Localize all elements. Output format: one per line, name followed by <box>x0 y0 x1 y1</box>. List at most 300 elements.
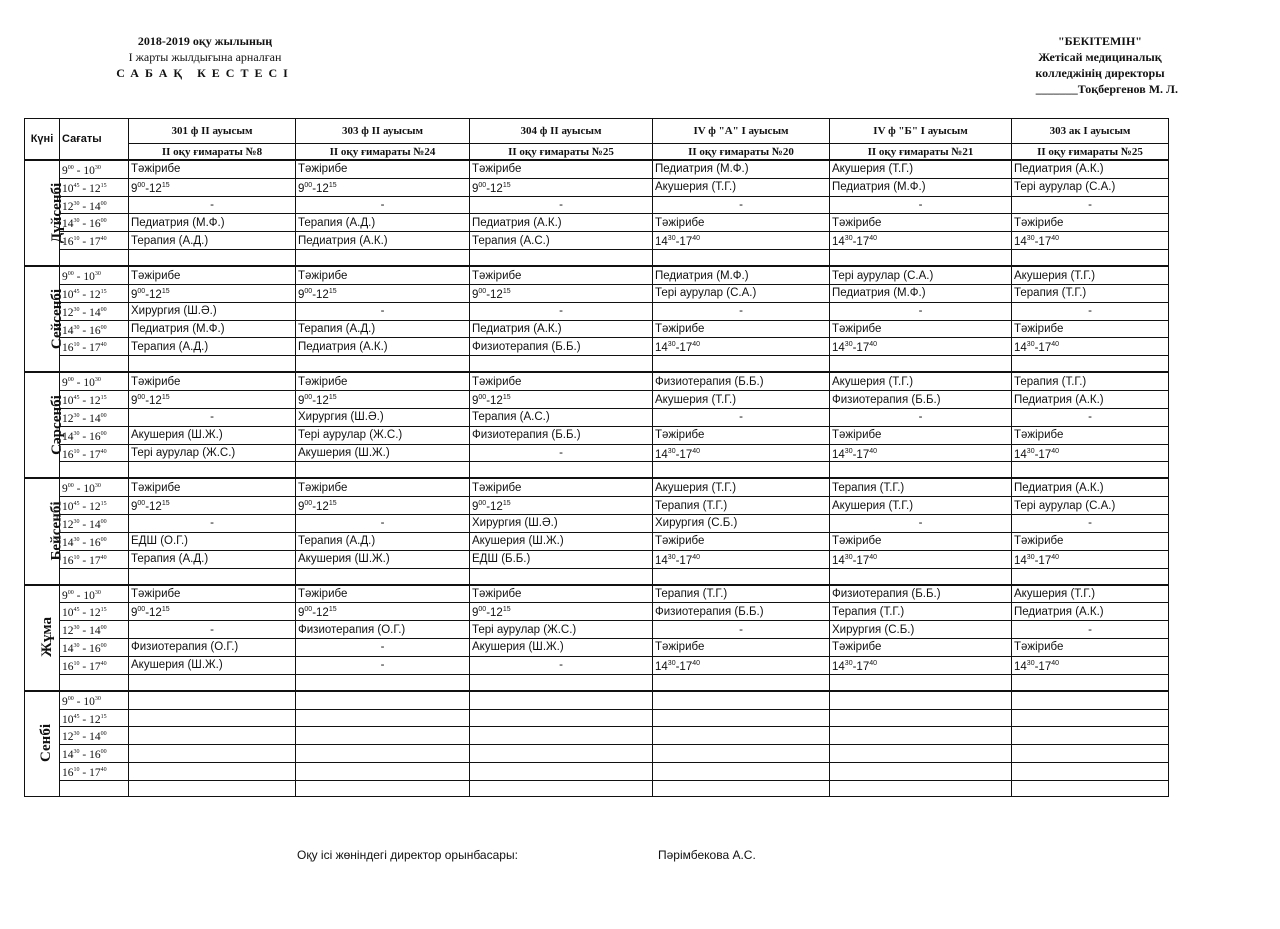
class-cell: Тері аурулар (С.А.) <box>1012 497 1169 515</box>
class-cell <box>296 674 470 691</box>
day-label-cell <box>25 266 66 372</box>
class-cell: - <box>296 302 470 320</box>
class-cell: $14^{30}-17^{40}$ <box>1012 232 1169 250</box>
class-cell <box>653 250 830 267</box>
day-name: Сейсенбі <box>49 288 66 349</box>
class-cell: Тәжірибе <box>296 266 470 284</box>
class-cell <box>830 745 1012 763</box>
class-cell: Тәжірибе <box>1012 532 1169 550</box>
time-slot: $12^{30} - 14^{00}$ <box>60 196 129 214</box>
class-cell: $9^{00}-12^{15}$ <box>129 603 296 621</box>
class-cell: Педиатрия (А.К.) <box>470 214 653 232</box>
time-slot: $10^{45} - 12^{15}$ <box>60 709 129 727</box>
semester-subtitle: І жарты жылдығына арналған <box>128 50 282 64</box>
schedule-table <box>24 118 1169 797</box>
table-row <box>25 338 1169 356</box>
class-cell <box>470 745 653 763</box>
class-cell: Терапия (Т.Г.) <box>1012 372 1169 390</box>
class-cell <box>129 727 296 745</box>
table-row <box>25 497 1169 515</box>
class-cell <box>296 745 470 763</box>
table-row <box>25 462 1169 479</box>
class-cell: Тері аурулар (С.А.) <box>653 284 830 302</box>
class-cell <box>1012 763 1169 781</box>
class-cell <box>129 709 296 727</box>
class-cell: Тәжірибе <box>653 639 830 657</box>
class-cell <box>129 780 296 796</box>
time-slot <box>60 780 129 796</box>
class-cell: - <box>653 196 830 214</box>
time-slot: $9^{00} - 10^{30}$ <box>60 585 129 603</box>
class-cell: Акушерия (Ш.Ж.) <box>296 444 470 462</box>
time-slot: $9^{00} - 10^{30}$ <box>60 266 129 284</box>
class-cell: Физиотерапия (Б.Б.) <box>653 372 830 390</box>
class-cell <box>653 356 830 373</box>
class-cell <box>129 763 296 781</box>
class-cell: $14^{30}-17^{40}$ <box>653 444 830 462</box>
time-slot: $9^{00} - 10^{30}$ <box>60 372 129 390</box>
time-slot: $10^{45} - 12^{15}$ <box>60 391 129 409</box>
class-cell <box>296 691 470 709</box>
group-header: ІV ф "А" І ауысым <box>653 119 830 144</box>
class-cell: - <box>129 408 296 426</box>
table-row <box>25 444 1169 462</box>
class-cell: Педиатрия (А.К.) <box>1012 603 1169 621</box>
day-label-cell <box>25 478 65 584</box>
class-cell: Педиатрия (М.Ф.) <box>830 178 1012 196</box>
class-cell: Педиатрия (М.Ф.) <box>653 266 830 284</box>
class-cell: Хирургия (С.Б.) <box>653 515 830 533</box>
class-cell: Терапия (А.С.) <box>470 232 653 250</box>
class-cell: Тәжірибе <box>129 266 296 284</box>
class-cell: Физиотерапия (Б.Б.) <box>470 426 653 444</box>
class-cell: - <box>1012 515 1169 533</box>
class-cell: Акушерия (Т.Г.) <box>830 372 1012 390</box>
class-cell: ЕДШ (О.Г.) <box>129 532 296 550</box>
class-cell <box>653 709 830 727</box>
class-cell: Акушерия (Т.Г.) <box>653 391 830 409</box>
class-cell: Акушерия (Т.Г.) <box>1012 585 1169 603</box>
time-slot: $12^{30} - 14^{00}$ <box>60 302 129 320</box>
class-cell: Физиотерапия (Б.Б.) <box>470 338 653 356</box>
table-row <box>25 585 1169 603</box>
class-cell <box>129 462 296 479</box>
class-cell <box>296 356 470 373</box>
table-row <box>25 250 1169 267</box>
time-slot: $9^{00} - 10^{30}$ <box>60 691 129 709</box>
class-cell <box>653 691 830 709</box>
class-cell: Акушерия (Ш.Ж.) <box>129 426 296 444</box>
class-cell: - <box>129 515 296 533</box>
class-cell <box>129 674 296 691</box>
class-cell <box>470 691 653 709</box>
time-slot: $10^{45} - 12^{15}$ <box>60 603 129 621</box>
time-slot: $10^{45} - 12^{15}$ <box>60 178 129 196</box>
table-row <box>25 568 1169 585</box>
class-cell <box>653 462 830 479</box>
class-cell <box>470 462 653 479</box>
class-cell: $9^{00}-12^{15}$ <box>470 178 653 196</box>
time-slot <box>60 462 129 479</box>
class-cell <box>470 674 653 691</box>
class-cell <box>830 691 1012 709</box>
class-cell: $9^{00}-12^{15}$ <box>470 284 653 302</box>
class-cell <box>470 568 653 585</box>
college-name-line1: Жетісай медициналық <box>1038 50 1162 64</box>
table-row <box>25 621 1169 639</box>
table-row <box>25 214 1169 232</box>
table-row <box>25 727 1169 745</box>
class-cell: Тәжірибе <box>470 372 653 390</box>
table-row <box>25 532 1169 550</box>
class-cell: $9^{00}-12^{15}$ <box>470 603 653 621</box>
class-cell <box>296 709 470 727</box>
deputy-director-name: Пәрімбекова А.С. <box>658 848 756 862</box>
class-cell: Акушерия (Ш.Ж.) <box>129 656 296 674</box>
day-name: Сенбі <box>37 724 54 763</box>
building-header: ІІ оқу ғимараты №21 <box>830 144 1012 161</box>
class-cell: - <box>470 196 653 214</box>
table-row <box>25 763 1169 781</box>
class-cell: $9^{00}-12^{15}$ <box>296 284 470 302</box>
class-cell: Терапия (Т.Г.) <box>830 603 1012 621</box>
class-cell <box>653 745 830 763</box>
time-slot: $14^{30} - 16^{00}$ <box>60 532 129 550</box>
time-slot: $14^{30} - 16^{00}$ <box>60 745 129 763</box>
class-cell: - <box>653 621 830 639</box>
class-cell: Физиотерапия (Б.Б.) <box>653 603 830 621</box>
time-slot: $10^{45} - 12^{15}$ <box>60 284 129 302</box>
time-slot: $16^{10} - 17^{40}$ <box>60 444 129 462</box>
class-cell <box>129 691 296 709</box>
class-cell: Педиатрия (М.Ф.) <box>129 214 296 232</box>
class-cell <box>653 763 830 781</box>
group-header: 304 ф ІІ ауысым <box>470 119 653 144</box>
table-row <box>25 160 1169 178</box>
building-header: ІІ оқу ғимараты №24 <box>296 144 470 161</box>
class-cell: Тәжірибе <box>129 478 296 496</box>
class-cell: $9^{00}-12^{15}$ <box>129 284 296 302</box>
class-cell <box>830 568 1012 585</box>
class-cell <box>830 709 1012 727</box>
class-cell: $9^{00}-12^{15}$ <box>296 178 470 196</box>
class-cell: Хирургия (Ш.Ә.) <box>296 408 470 426</box>
table-row <box>25 515 1169 533</box>
time-slot <box>60 250 129 267</box>
table-row <box>25 232 1169 250</box>
approval-header-right <box>1000 33 1200 97</box>
class-cell <box>470 709 653 727</box>
class-cell: Терапия (А.Д.) <box>296 320 470 338</box>
schedule-title: САБАҚ КЕСТЕСІ <box>116 66 294 80</box>
class-cell <box>830 674 1012 691</box>
class-cell: Хирургия (Ш.Ә.) <box>129 302 296 320</box>
class-cell: Физиотерапия (Б.Б.) <box>830 391 1012 409</box>
class-cell <box>1012 727 1169 745</box>
class-cell: Педиатрия (А.К.) <box>296 232 470 250</box>
class-cell: $14^{30}-17^{40}$ <box>1012 656 1169 674</box>
day-label-cell <box>25 160 66 266</box>
time-slot: $16^{10} - 17^{40}$ <box>60 338 129 356</box>
class-cell: Тәжірибе <box>296 585 470 603</box>
class-cell <box>1012 462 1169 479</box>
class-cell: Тәжірибе <box>653 532 830 550</box>
time-slot: $16^{10} - 17^{40}$ <box>60 232 129 250</box>
time-slot: $14^{30} - 16^{00}$ <box>60 320 129 338</box>
time-slot: $12^{30} - 14^{00}$ <box>60 515 129 533</box>
class-cell: Тәжірибе <box>1012 320 1169 338</box>
class-cell: Тәжірибе <box>296 478 470 496</box>
time-slot: $14^{30} - 16^{00}$ <box>60 426 129 444</box>
class-cell <box>830 250 1012 267</box>
table-row <box>25 356 1169 373</box>
table-row <box>25 639 1169 657</box>
building-header: ІІ оқу ғимараты №25 <box>470 144 653 161</box>
class-cell <box>129 568 296 585</box>
class-cell <box>470 763 653 781</box>
class-cell: - <box>653 302 830 320</box>
class-cell: $14^{30}-17^{40}$ <box>653 550 830 568</box>
class-cell: $9^{00}-12^{15}$ <box>296 497 470 515</box>
class-cell: Педиатрия (А.К.) <box>1012 391 1169 409</box>
table-row <box>25 656 1169 674</box>
table-row <box>25 302 1169 320</box>
table-row <box>25 426 1169 444</box>
building-header: ІІ оқу ғимараты №8 <box>129 144 296 161</box>
class-cell: Терапия (А.Д.) <box>296 214 470 232</box>
table-row <box>25 266 1169 284</box>
class-cell: Педиатрия (А.К.) <box>1012 160 1169 178</box>
class-cell: Терапия (А.Д.) <box>129 338 296 356</box>
class-cell: Акушерия (Ш.Ж.) <box>296 550 470 568</box>
class-cell: Терапия (А.Д.) <box>129 550 296 568</box>
day-label-cell <box>25 585 60 691</box>
day-name: Дүйсенбі <box>49 182 66 243</box>
class-cell: - <box>470 656 653 674</box>
class-cell <box>296 568 470 585</box>
class-cell: $14^{30}-17^{40}$ <box>1012 444 1169 462</box>
class-cell <box>830 462 1012 479</box>
class-cell: Педиатрия (А.К.) <box>1012 478 1169 496</box>
class-cell: - <box>470 444 653 462</box>
director-signature-line: _______Тоқбергенов М. Л. <box>1035 82 1178 96</box>
class-cell <box>470 727 653 745</box>
academic-year-title: 2018-2019 оқу жылының <box>137 34 273 48</box>
class-cell: Тәжірибе <box>470 266 653 284</box>
class-cell: $9^{00}-12^{15}$ <box>129 178 296 196</box>
class-cell: - <box>296 196 470 214</box>
class-cell <box>1012 780 1169 796</box>
class-cell <box>296 780 470 796</box>
class-cell: Акушерия (Т.Г.) <box>830 160 1012 178</box>
table-row <box>25 691 1169 709</box>
header-row-buildings <box>25 144 1169 161</box>
class-cell: Тәжірибе <box>830 639 1012 657</box>
column-header-time: Сағаты <box>60 119 129 161</box>
class-cell <box>653 674 830 691</box>
class-cell: Физиотерапия (О.Г.) <box>296 621 470 639</box>
class-cell: Тәжірибе <box>470 478 653 496</box>
class-cell: ЕДШ (Б.Б.) <box>470 550 653 568</box>
table-row <box>25 780 1169 796</box>
class-cell: Тәжірибе <box>653 214 830 232</box>
time-slot: $14^{30} - 16^{00}$ <box>60 639 129 657</box>
building-header: ІІ оқу ғимараты №25 <box>1012 144 1169 161</box>
class-cell: Тәжірибе <box>830 320 1012 338</box>
class-cell: Хирургия (Ш.Ә.) <box>470 515 653 533</box>
class-cell: $14^{30}-17^{40}$ <box>830 656 1012 674</box>
class-cell: $14^{30}-17^{40}$ <box>830 550 1012 568</box>
class-cell: $14^{30}-17^{40}$ <box>1012 550 1169 568</box>
class-cell: Тәжірибе <box>1012 214 1169 232</box>
class-cell: $14^{30}-17^{40}$ <box>653 656 830 674</box>
class-cell: Тері аурулар (Ж.С.) <box>470 621 653 639</box>
column-header-day: Күні <box>25 119 60 161</box>
class-cell: $14^{30}-17^{40}$ <box>653 338 830 356</box>
table-row <box>25 674 1169 691</box>
class-cell: Тәжірибе <box>830 426 1012 444</box>
time-slot: $14^{30} - 16^{00}$ <box>60 214 129 232</box>
time-slot: $16^{10} - 17^{40}$ <box>60 550 129 568</box>
class-cell <box>296 462 470 479</box>
class-cell <box>129 250 296 267</box>
class-cell: $9^{00}-12^{15}$ <box>470 497 653 515</box>
class-cell <box>296 763 470 781</box>
table-row <box>25 408 1169 426</box>
class-cell <box>470 356 653 373</box>
class-cell <box>129 745 296 763</box>
class-cell: Терапия (А.Д.) <box>129 232 296 250</box>
approval-header-left <box>100 33 310 81</box>
class-cell <box>653 727 830 745</box>
class-cell: Акушерия (Т.Г.) <box>653 178 830 196</box>
day-name: Сәрсенбі <box>48 395 65 455</box>
class-cell: - <box>296 639 470 657</box>
class-cell: Педиатрия (М.Ф.) <box>830 284 1012 302</box>
time-slot <box>60 568 129 585</box>
class-cell <box>830 356 1012 373</box>
class-cell: Тәжірибе <box>470 585 653 603</box>
class-cell: Тәжірибе <box>653 320 830 338</box>
class-cell: Хирургия (С.Б.) <box>830 621 1012 639</box>
class-cell: Тәжірибе <box>296 372 470 390</box>
class-cell <box>1012 568 1169 585</box>
class-cell: - <box>1012 302 1169 320</box>
class-cell: $9^{00}-12^{15}$ <box>129 391 296 409</box>
table-row <box>25 178 1169 196</box>
class-cell: Тері аурулар (С.А.) <box>830 266 1012 284</box>
class-cell: Тәжірибе <box>129 372 296 390</box>
group-header: 303 ф ІІ ауысым <box>296 119 470 144</box>
class-cell: Тәжірибе <box>1012 639 1169 657</box>
time-slot: $9^{00} - 10^{30}$ <box>60 478 129 496</box>
class-cell: Акушерия (Ш.Ж.) <box>470 639 653 657</box>
class-cell: $14^{30}-17^{40}$ <box>653 232 830 250</box>
group-header: ІV ф "Б" І ауысым <box>830 119 1012 144</box>
class-cell: Терапия (А.Д.) <box>296 532 470 550</box>
class-cell: Терапия (Т.Г.) <box>653 585 830 603</box>
class-cell <box>470 250 653 267</box>
table-row <box>25 478 1169 496</box>
table-row <box>25 745 1169 763</box>
table-row <box>25 603 1169 621</box>
class-cell <box>129 356 296 373</box>
class-cell: Акушерия (Т.Г.) <box>1012 266 1169 284</box>
class-cell: $9^{00}-12^{15}$ <box>296 603 470 621</box>
header-row-groups <box>25 119 1169 144</box>
group-header: 303 ак І ауысым <box>1012 119 1169 144</box>
class-cell: Акушерия (Т.Г.) <box>653 478 830 496</box>
class-cell: Терапия (Т.Г.) <box>830 478 1012 496</box>
class-cell: $14^{30}-17^{40}$ <box>1012 338 1169 356</box>
deputy-director-label: Оқу ісі жөніндегі директор орынбасары: <box>297 848 518 862</box>
class-cell: - <box>129 196 296 214</box>
table-row <box>25 372 1169 390</box>
class-cell: Тәжірибе <box>129 160 296 178</box>
class-cell: - <box>830 408 1012 426</box>
group-header: 301 ф ІІ ауысым <box>129 119 296 144</box>
class-cell: Физиотерапия (Б.Б.) <box>830 585 1012 603</box>
approval-stamp-title: "БЕКІТЕМІН" <box>1058 34 1142 48</box>
class-cell: Акушерия (Т.Г.) <box>830 497 1012 515</box>
class-cell <box>830 780 1012 796</box>
class-cell <box>1012 250 1169 267</box>
class-cell: $14^{30}-17^{40}$ <box>830 444 1012 462</box>
time-slot: $16^{10} - 17^{40}$ <box>60 656 129 674</box>
class-cell: $9^{00}-12^{15}$ <box>129 497 296 515</box>
class-cell: Педиатрия (А.К.) <box>470 320 653 338</box>
table-row <box>25 284 1169 302</box>
class-cell: Тәжірибе <box>470 160 653 178</box>
class-cell: $14^{30}-17^{40}$ <box>830 338 1012 356</box>
time-slot: $12^{30} - 14^{00}$ <box>60 727 129 745</box>
class-cell: Педиатрия (А.К.) <box>296 338 470 356</box>
class-cell <box>1012 691 1169 709</box>
class-cell <box>653 780 830 796</box>
time-slot: $12^{30} - 14^{00}$ <box>60 621 129 639</box>
class-cell: Тері аурулар (Ж.С.) <box>296 426 470 444</box>
class-cell: - <box>1012 408 1169 426</box>
class-cell: Тәжірибе <box>1012 426 1169 444</box>
class-cell: Тері аурулар (Ж.С.) <box>129 444 296 462</box>
class-cell <box>1012 356 1169 373</box>
class-cell <box>653 568 830 585</box>
class-cell: $9^{00}-12^{15}$ <box>296 391 470 409</box>
class-cell: $14^{30}-17^{40}$ <box>830 232 1012 250</box>
class-cell: - <box>1012 196 1169 214</box>
class-cell <box>830 763 1012 781</box>
time-slot: $16^{10} - 17^{40}$ <box>60 763 129 781</box>
class-cell: Терапия (Т.Г.) <box>653 497 830 515</box>
day-name: Жұма <box>38 617 55 658</box>
class-cell: Терапия (Т.Г.) <box>1012 284 1169 302</box>
class-cell: Физиотерапия (О.Г.) <box>129 639 296 657</box>
table-row <box>25 550 1169 568</box>
time-slot: $10^{45} - 12^{15}$ <box>60 497 129 515</box>
class-cell: Тәжірибе <box>653 426 830 444</box>
class-cell <box>830 727 1012 745</box>
class-cell <box>470 780 653 796</box>
time-slot <box>60 674 129 691</box>
college-name-line2: колледжінің директоры <box>1035 66 1165 80</box>
class-cell: Тәжірибе <box>129 585 296 603</box>
time-slot <box>60 356 129 373</box>
class-cell: $9^{00}-12^{15}$ <box>470 391 653 409</box>
class-cell: Тәжірибе <box>830 214 1012 232</box>
time-slot: $9^{00} - 10^{30}$ <box>60 160 129 178</box>
class-cell: - <box>296 656 470 674</box>
class-cell: - <box>653 408 830 426</box>
